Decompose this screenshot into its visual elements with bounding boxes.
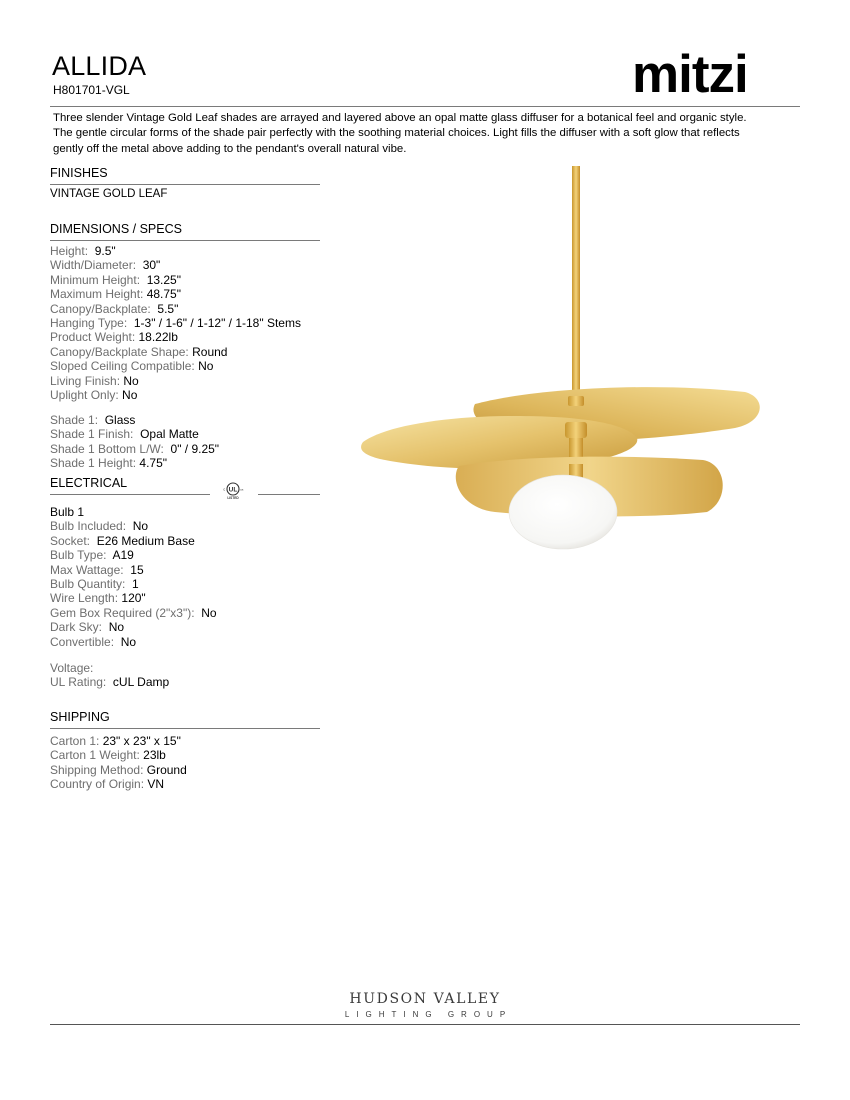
finish-value: VINTAGE GOLD LEAF <box>50 188 168 200</box>
bulb-heading: Bulb 1 <box>50 505 85 519</box>
footer-brand-line1: HUDSON VALLEY <box>349 991 501 1007</box>
shipping-title: SHIPPING <box>50 710 110 724</box>
header-divider <box>50 106 800 107</box>
spec-row-shade-height: Shade 1 Height: 4.75" <box>50 456 168 471</box>
electrical-list-2 <box>50 661 169 690</box>
pendant-stem <box>572 166 580 398</box>
description-line: Three slender Vintage Gold Leaf shades are arrayed and layered above an opal matte glass diffuser for a botanical feel and organic style. <box>53 112 747 124</box>
dimensions-divider <box>50 240 320 241</box>
spec-row-bulb-quantity: Bulb Quantity: 1 <box>50 576 139 591</box>
spec-row-bulb-type: Bulb Type: A19 <box>50 548 134 563</box>
spec-row-socket: Socket: E26 Medium Base <box>50 533 195 548</box>
spec-row-width: Width/Diameter: 30" <box>50 258 161 273</box>
product-name: ALLIDA <box>52 51 147 81</box>
spec-row-shade-finish: Shade 1 Finish: Opal Matte <box>50 427 199 442</box>
electrical-list <box>50 505 217 649</box>
product-sku: H801701-VGL <box>53 83 130 97</box>
spec-row-canopy: Canopy/Backplate: 5.5" <box>50 301 179 316</box>
brand-logo: mitzi <box>632 45 748 104</box>
pendant-coupling <box>568 396 584 406</box>
spec-row-gem-box: Gem Box Required (2"x3"): No <box>50 605 217 620</box>
spec-row-ul-rating: UL Rating: cUL Damp <box>50 675 170 690</box>
spec-row-shipping-method: Shipping Method: Ground <box>50 762 187 777</box>
electrical-divider-left <box>50 494 210 495</box>
spec-row-hanging-type: Hanging Type: 1-3" / 1-6" / 1-12" / 1-18" Stems <box>50 315 301 330</box>
spec-row-min-height: Minimum Height: 13.25" <box>50 272 181 287</box>
spec-row-uplight: Uplight Only: No <box>50 387 138 402</box>
spec-row-voltage: Voltage: <box>50 661 94 675</box>
shade-list <box>50 413 219 471</box>
spec-row-living-finish: Living Finish: No <box>50 373 139 388</box>
electrical-divider-right <box>258 494 320 495</box>
finishes-title: FINISHES <box>50 166 108 180</box>
spec-row-shade-bottom: Shade 1 Bottom L/W: 0" / 9.25" <box>50 441 220 456</box>
footer-brand-line2: LIGHTING GROUP <box>344 1010 513 1019</box>
spec-row-shade: Shade 1: Glass <box>50 413 136 427</box>
footer-brand <box>0 991 850 1021</box>
product-description <box>53 111 803 157</box>
shipping-list <box>50 734 187 792</box>
description-line: The gentle circular forms of the shade pair perfectly with the soothing material choices. Light fills the diffuser with a soft glow that reflects <box>53 127 740 140</box>
spec-row-max-wattage: Max Wattage: 15 <box>50 562 144 577</box>
svg-text:LISTED: LISTED <box>227 496 239 500</box>
opal-glass-diffuser <box>509 475 617 549</box>
pendant-image <box>355 160 770 560</box>
spec-row-convertible: Convertible: No <box>50 634 137 649</box>
spec-row-bulb-included: Bulb Included: No <box>50 519 149 534</box>
svg-text:us: us <box>240 487 244 492</box>
spec-row-max-height: Maximum Height: 48.75" <box>50 287 181 302</box>
shipping-divider <box>50 728 320 729</box>
electrical-title: ELECTRICAL <box>50 476 128 490</box>
spec-row-carton-weight: Carton 1 Weight: 23lb <box>50 748 166 763</box>
svg-text:UL: UL <box>228 486 238 494</box>
footer-divider <box>50 1024 800 1025</box>
dimensions-title: DIMENSIONS / SPECS <box>50 222 182 236</box>
dimensions-list <box>50 244 301 402</box>
spec-row-wire-length: Wire Length: 120" <box>50 591 146 606</box>
spec-row-carton: Carton 1: 23" x 23" x 15" <box>50 734 181 748</box>
spec-row-weight: Product Weight: 18.22lb <box>50 330 178 345</box>
spec-row-sloped-ceiling: Sloped Ceiling Compatible: No <box>50 359 214 374</box>
svg-text:c: c <box>223 487 226 492</box>
ul-listed-icon <box>220 481 246 501</box>
spec-row-canopy-shape: Canopy/Backplate Shape: Round <box>50 344 228 359</box>
pendant-coupling <box>565 422 587 438</box>
spec-row-dark-sky: Dark Sky: No <box>50 620 125 635</box>
description-line: gently off the metal above adding to the pendant's overall natural vibe. <box>53 142 407 155</box>
finishes-divider <box>50 184 320 185</box>
spec-row-country: Country of Origin: VN <box>50 777 165 792</box>
spec-row-height: Height: 9.5" <box>50 244 116 258</box>
